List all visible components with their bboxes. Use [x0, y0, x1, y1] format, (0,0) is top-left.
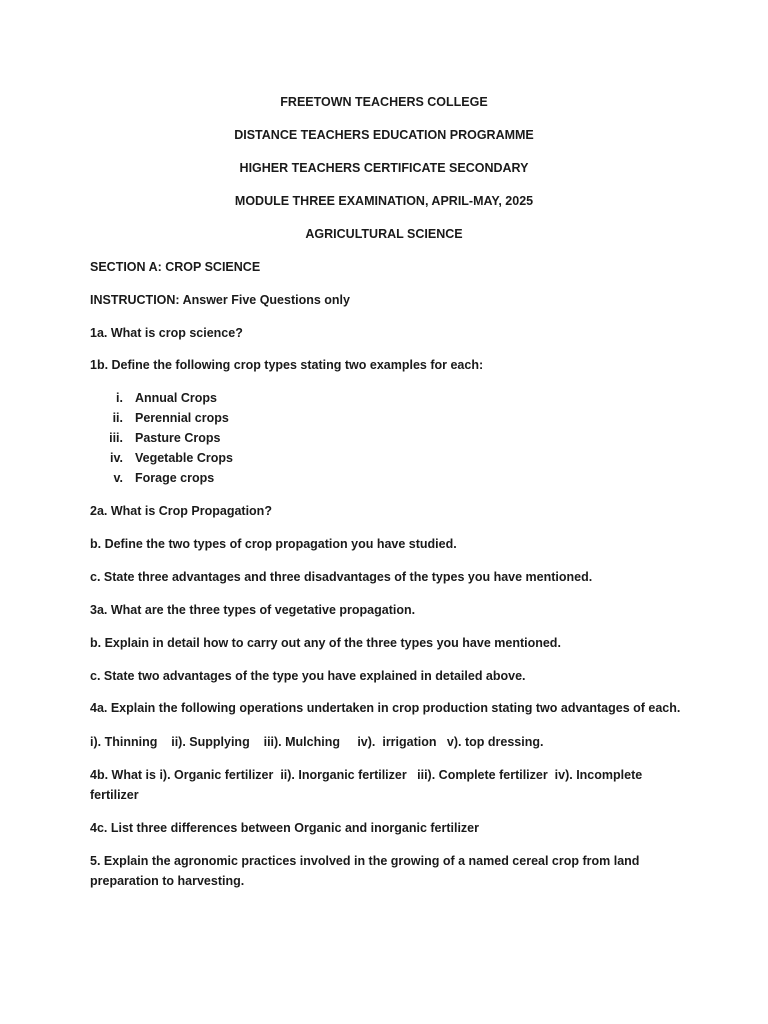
- question-5-line2: preparation to harvesting.: [90, 874, 245, 888]
- college-title: FREETOWN TEACHERS COLLEGE: [280, 95, 488, 109]
- question-3c: c. State two advantages of the type you have explained in detailed above.: [90, 669, 526, 683]
- list-item: [90, 469, 390, 487]
- list-item-label: Vegetable Crops: [135, 451, 233, 465]
- question-3a: 3a. What are the three types of vegetative propagation.: [90, 603, 416, 617]
- list-item-number: iv.: [110, 451, 123, 465]
- list-item-label: Forage crops: [135, 471, 215, 485]
- list-item: [90, 389, 390, 407]
- list-item-number: i.: [116, 391, 123, 405]
- list-item-label: Perennial crops: [135, 411, 229, 425]
- list-item-number: iii.: [109, 431, 123, 445]
- question-1a: 1a. What is crop science?: [90, 326, 243, 340]
- list-item: [90, 449, 390, 467]
- exam-title: MODULE THREE EXAMINATION, APRIL-MAY, 2025: [234, 194, 534, 208]
- list-item-label: Annual Crops: [135, 391, 217, 405]
- list-item-label: Pasture Crops: [135, 431, 221, 445]
- list-item: [90, 409, 390, 427]
- question-4b-line2: fertilizer: [90, 788, 139, 802]
- programme-title: DISTANCE TEACHERS EDUCATION PROGRAMME: [234, 128, 534, 142]
- list-item: [90, 429, 390, 447]
- question-4c: 4c. List three differences between Organic and inorganic fertilizer: [90, 821, 479, 835]
- question-4b-line1: 4b. What is i). Organic fertilizer ii). Inorganic fertilizer iii). Complete fertilizer iv). Incomplete: [90, 768, 643, 782]
- section-heading: SECTION A: CROP SCIENCE: [90, 260, 261, 274]
- question-2a: 2a. What is Crop Propagation?: [90, 504, 272, 518]
- question-2b: b. Define the two types of crop propagation you have studied.: [90, 537, 457, 551]
- instruction-text: INSTRUCTION: Answer Five Questions only: [90, 293, 350, 307]
- question-2c: c. State three advantages and three disadvantages of the types you have mentioned.: [90, 570, 593, 584]
- question-5-line1: 5. Explain the agronomic practices involved in the growing of a named cereal crop from land: [90, 854, 640, 868]
- certificate-title: HIGHER TEACHERS CERTIFICATE SECONDARY: [239, 161, 529, 175]
- list-item-number: ii.: [112, 411, 123, 425]
- subject-title: AGRICULTURAL SCIENCE: [305, 227, 463, 241]
- question-4a: 4a. Explain the following operations undertaken in crop production stating two advantages of each.: [90, 701, 681, 715]
- question-4a-operations: i). Thinning ii). Supplying iii). Mulching iv). irrigation v). top dressing.: [90, 735, 544, 749]
- question-3b: b. Explain in detail how to carry out any of the three types you have mentioned.: [90, 636, 561, 650]
- list-item-number: v.: [113, 471, 123, 485]
- question-1b: 1b. Define the following crop types stating two examples for each:: [90, 358, 484, 372]
